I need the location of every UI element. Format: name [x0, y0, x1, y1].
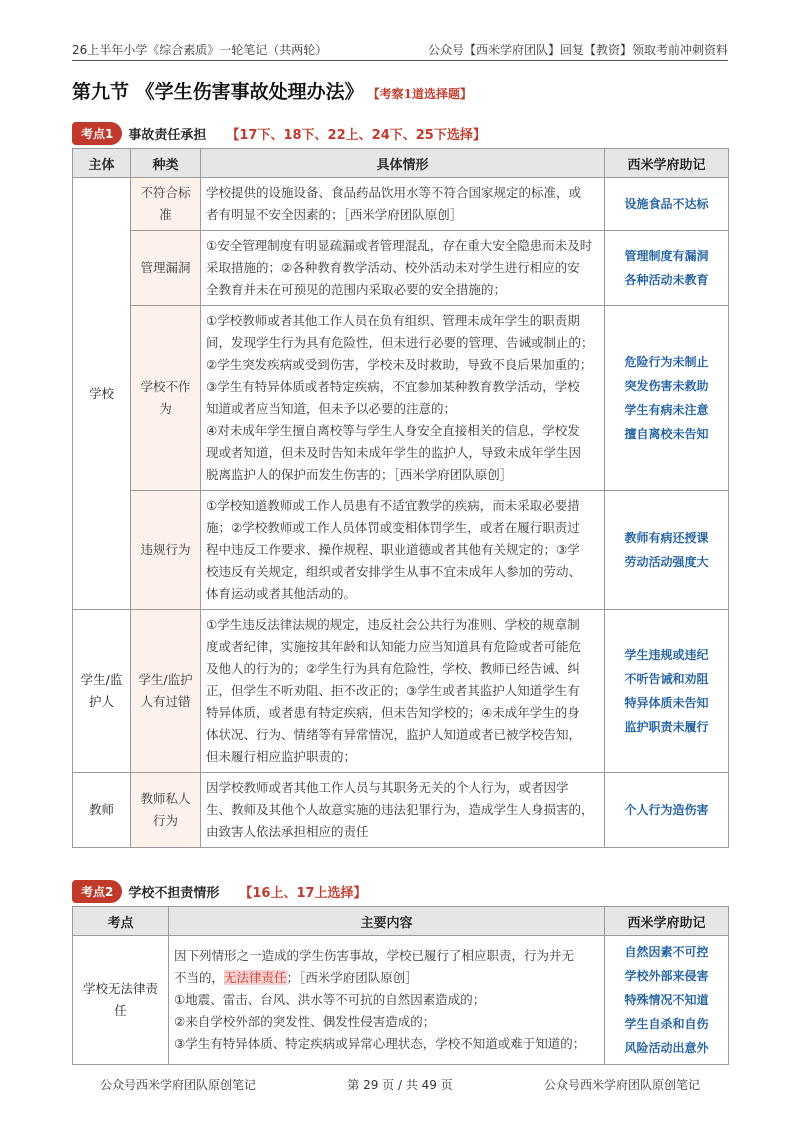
kp2-heading: [72, 880, 367, 903]
page-footer: [100, 1076, 700, 1093]
detail-line: 全教育并未在可预见的范围内采取必要的安全措施的；: [206, 282, 507, 297]
kp1-title: 事故责任承担: [128, 128, 207, 143]
detail-line: 生、教师及其他个人故意实施的违法犯罪行为，造成学生人身损害的，: [206, 802, 594, 817]
detail-line: ④对未成年学生擅自离校等与学生人身安全直接相关的信息，学校发: [206, 423, 580, 438]
memo-cell: [605, 936, 729, 1065]
page-number: 第 29 页 / 共 49 页: [347, 1078, 453, 1092]
kp1-badge: 考点1: [72, 122, 122, 145]
memo-line: 劳动活动强度大: [624, 555, 709, 569]
kind-cell: 学生/监护人有过错: [131, 610, 201, 773]
memo-line: 学生有病未注意: [624, 403, 709, 417]
memo-line: 个人行为造伤害: [624, 803, 709, 817]
detail-line: 但未履行相应监护职责的；: [206, 749, 357, 764]
kp2-years: 【16上、17上选择】: [239, 886, 367, 901]
detail-line: 现或者知道，但未及时告知未成年学生的监护人，导致未成年学生因: [206, 445, 582, 460]
subject-student: 学生/监护人: [73, 610, 131, 773]
memo-line: 危险行为未制止: [624, 355, 709, 369]
detail-line: 脱离监护人的保护而发生伤害的；［西米学府团队原创］: [206, 467, 513, 482]
table-row: [73, 773, 729, 848]
col-kind: 种类: [131, 149, 201, 178]
detail-cell: [201, 231, 605, 306]
col-detail: 具体情形: [201, 149, 605, 178]
detail-line: 采取措施的；②各种教育教学活动、校外活动未对学生进行相应的安: [206, 260, 580, 275]
section-title-text: 第九节 《学生伤害事故处理办法》: [72, 81, 364, 103]
memo-line: 自然因素不可控: [624, 945, 709, 959]
memo-line: 各种活动未教育: [624, 273, 709, 287]
memo-line: 学生自杀和自伤: [624, 1017, 709, 1031]
kind-cell: 不符合标准: [131, 178, 201, 231]
content-cell: [169, 936, 605, 1065]
kind-cell: 学校不作为: [131, 306, 201, 491]
memo-line: 风险活动出意外: [624, 1041, 709, 1055]
kp2-header-row: [73, 907, 729, 936]
detail-line: ②学生突发疾病或受到伤害，学校未及时救助，导致不良后果加重的；: [206, 357, 593, 372]
kp2-badge: 考点2: [72, 880, 122, 903]
kp1-years: 【17下、18下、22上、24下、25下选择】: [226, 128, 486, 143]
content-text: 不当的，: [174, 970, 225, 985]
detail-line: 者有明显不安全因素的；［西米学府团队原创］: [206, 207, 463, 222]
kp2-title: 学校不担责情形: [128, 886, 220, 901]
detail-line: ③学生有特异体质或者特定疾病，不宜参加某种教育教学活动，学校: [206, 379, 580, 394]
kp1-header-row: [73, 149, 729, 178]
content-line: 因下列情形之一造成的学生伤害事故，学校已履行了相应职责，行为并无: [174, 948, 575, 963]
detail-cell: [201, 306, 605, 491]
detail-cell: [201, 610, 605, 773]
subject-teacher: 教师: [73, 773, 131, 848]
table-row: [73, 306, 729, 491]
detail-line: 度或者纪律，实施按其年龄和认知能力应当知道具有危险或者可能危: [206, 639, 582, 654]
memo-line: 学生违规或违纪: [624, 648, 709, 662]
section-tag: 【考察1道选择题】: [373, 87, 472, 101]
memo-line: 突发伤害未救助: [624, 379, 709, 393]
memo-line: 特殊情况不知道: [624, 993, 709, 1007]
detail-line: 施；②学校教师或工作人员体罚或变相体罚学生，或者在履行职责过: [206, 520, 580, 535]
content-line: [174, 967, 599, 989]
detail-line: ①学校教师或者其他工作人员在负有组织、管理未成年学生的职责期: [206, 313, 580, 328]
memo-line: 教师有病还授课: [624, 531, 709, 545]
detail-line: 由致害人依法承担相应的责任: [206, 824, 369, 839]
point-cell: 学校无法律责任: [73, 936, 169, 1065]
memo-cell: [605, 773, 729, 848]
memo-cell: [605, 610, 729, 773]
detail-cell: [201, 773, 605, 848]
col-memo: 西米学府助记: [605, 907, 729, 936]
content-line: ②来自学校外部的突发性、偶发性侵害造成的；: [174, 1014, 436, 1029]
detail-line: 学校提供的设施设备、食品药品饮用水等不符合国家规定的标准，或: [206, 185, 582, 200]
memo-cell: [605, 306, 729, 491]
table-row: [73, 936, 729, 1065]
kp1-table: [72, 148, 729, 848]
detail-line: ①学校知道教师或工作人员患有不适宜教学的疾病，而未采取必要措: [206, 498, 580, 513]
footer-left: 公众号西米学府团队原创笔记: [100, 1078, 257, 1092]
detail-line: 程中违反工作要求、操作规程、职业道德或者其他有关规定的；③学: [206, 542, 580, 557]
memo-line: 监护职责未履行: [624, 720, 709, 734]
col-subject: 主体: [73, 149, 131, 178]
memo-cell: [605, 178, 729, 231]
detail-line: 特异体质，或者患有特定疾病，但未告知学校的；④未成年学生的身: [206, 705, 580, 720]
detail-line: 正，但学生不听劝阻、拒不改正的；③学生或者其监护人知道学生有: [206, 683, 580, 698]
memo-line: 管理制度有漏洞: [624, 249, 709, 263]
section-title: [72, 77, 472, 104]
detail-line: 及他人的行为的；②学生行为具有危险性，学校、教师已经告诫、纠: [206, 661, 580, 676]
kind-cell: 违规行为: [131, 491, 201, 610]
memo-line: 擅自离校未告知: [624, 427, 709, 441]
detail-cell: [201, 491, 605, 610]
detail-line: 校违反有关规定，组织或者安排学生从事不宜未成年人参加的劳动、: [206, 564, 582, 579]
subject-school: 学校: [73, 178, 131, 610]
memo-line: 特异体质未告知: [624, 696, 709, 710]
detail-line: ①学生违反法律法规的规定，违反社会公共行为准则、学校的规章制: [206, 617, 580, 632]
detail-line: 知道或者应当知道，但未予以必要的注意的；: [206, 401, 457, 416]
kind-cell: 教师私人行为: [131, 773, 201, 848]
detail-line: 体状况、行为、情绪等有异常情况，监护人知道或者已被学校告知，: [206, 727, 582, 742]
detail-line: 因学校教师或者其他工作人员与其职务无关的个人行为，或者因学: [206, 780, 569, 795]
table-row: [73, 178, 729, 231]
col-content: 主要内容: [169, 907, 605, 936]
memo-line: 不听告诫和劝阻: [624, 672, 709, 686]
header-left: 26上半年小学《综合素质》一轮笔记（共两轮）: [72, 42, 328, 57]
content-line: ①地震、雷击、台风、洪水等不可抗的自然因素造成的；: [174, 992, 486, 1007]
memo-cell: [605, 491, 729, 610]
memo-cell: [605, 231, 729, 306]
kp2-table: [72, 906, 729, 1065]
table-row: [73, 610, 729, 773]
content-line: ③学生有特异体质、特定疾病或异常心理状态，学校不知道或难于知道的；: [174, 1036, 586, 1051]
content-text: ；［西米学府团队原创］: [286, 970, 418, 985]
detail-cell: [201, 178, 605, 231]
table-row: [73, 491, 729, 610]
page-header: [72, 38, 728, 61]
detail-line: 间，发现学生行为具有危险性，但未进行必要的管理、告诫或制止的；: [206, 335, 594, 350]
detail-line: ①安全管理制度有明显疏漏或者管理混乱，存在重大安全隐患而未及时: [206, 238, 593, 253]
col-point: 考点: [73, 907, 169, 936]
detail-line: 体育运动或者其他活动的。: [206, 586, 357, 601]
highlight-text: 无法律责任: [224, 970, 287, 985]
memo-line: 学校外部来侵害: [624, 969, 709, 983]
kind-cell: 管理漏洞: [131, 231, 201, 306]
footer-right: 公众号西米学府团队原创笔记: [543, 1078, 700, 1092]
col-memo: 西米学府助记: [605, 149, 729, 178]
header-right: 公众号【西米学府团队】回复【教资】领取考前冲刺资料: [427, 42, 728, 57]
memo-line: 设施食品不达标: [624, 197, 709, 211]
kp1-heading: [72, 122, 486, 145]
table-row: [73, 231, 729, 306]
